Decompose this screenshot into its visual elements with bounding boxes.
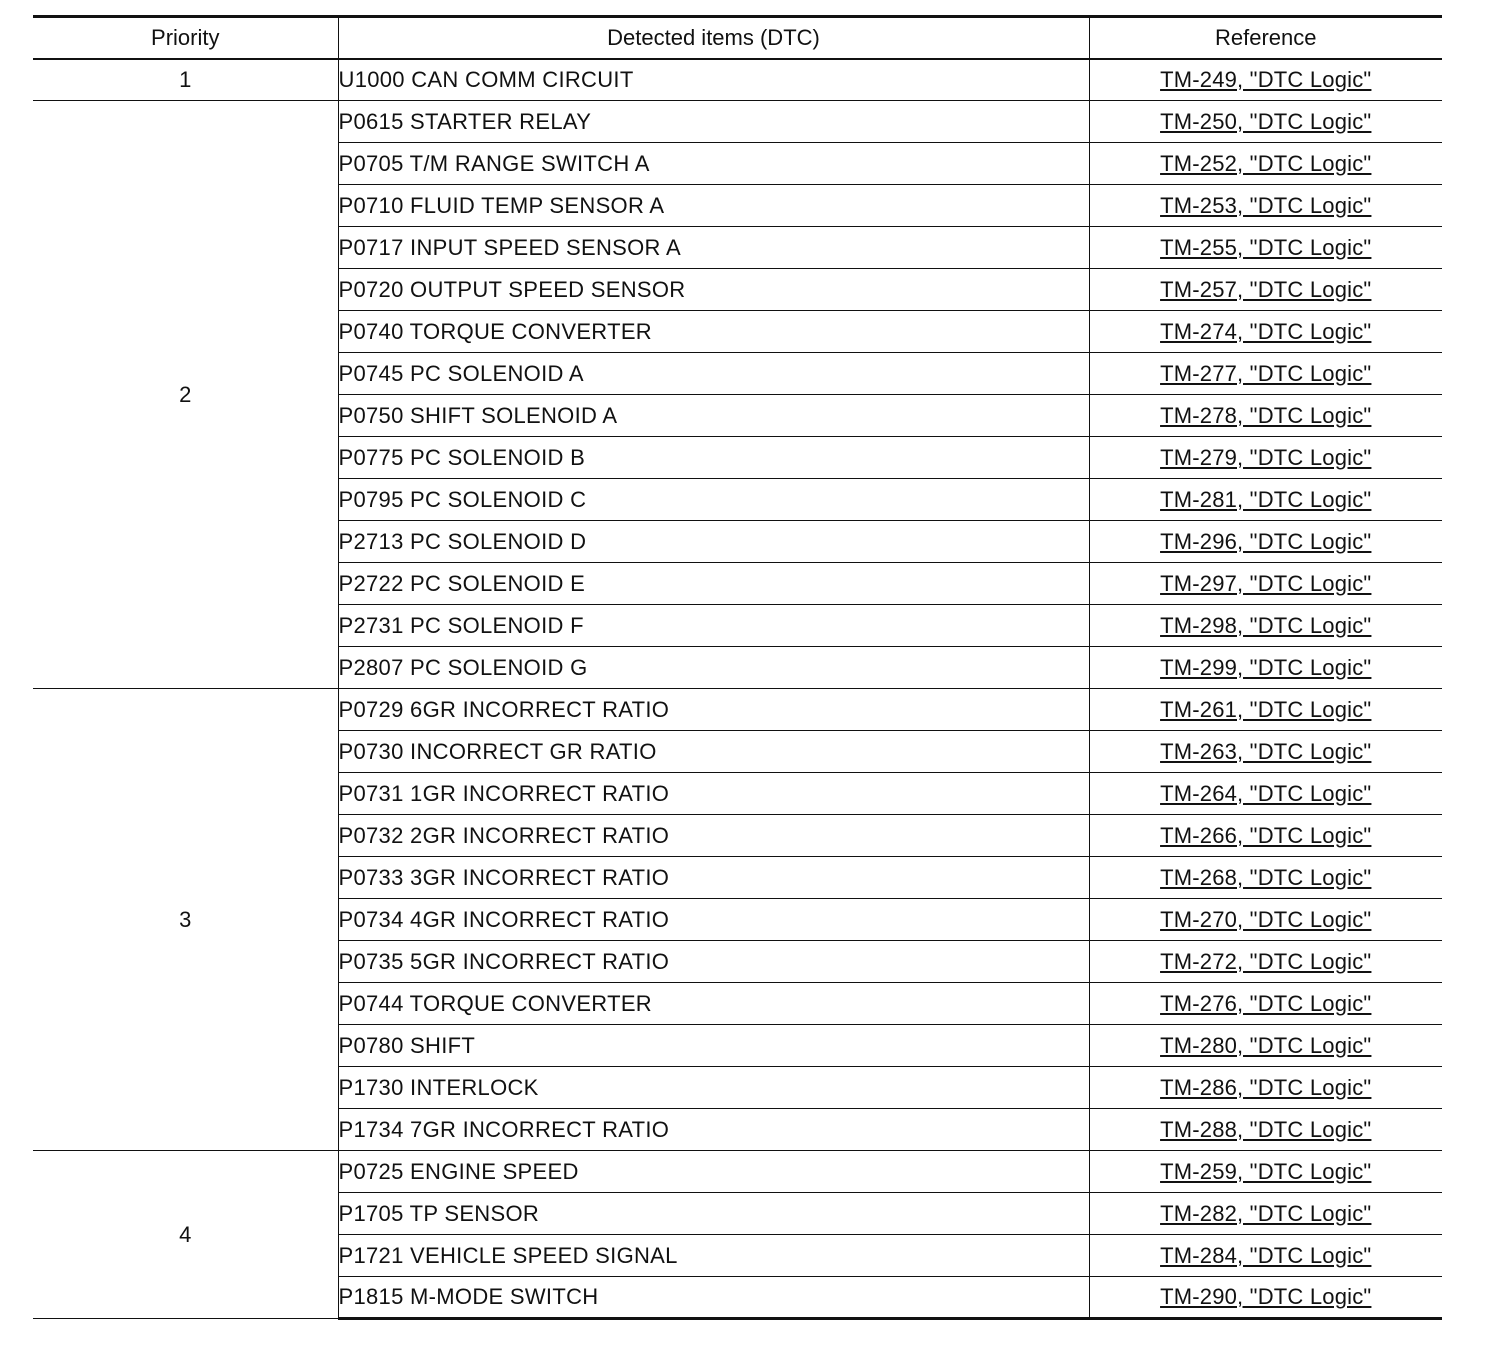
reference-link[interactable]: TM-257, "DTC Logic": [1160, 276, 1372, 302]
dtc-item-cell: P0735 5GR INCORRECT RATIO: [338, 941, 1089, 983]
reference-cell: [1089, 521, 1442, 563]
dtc-item-cell: P0740 TORQUE CONVERTER: [338, 311, 1089, 353]
dtc-item-cell: P0729 6GR INCORRECT RATIO: [338, 689, 1089, 731]
reference-cell: [1089, 143, 1442, 185]
reference-cell: [1089, 773, 1442, 815]
reference-link[interactable]: TM-282, "DTC Logic": [1160, 1200, 1372, 1226]
dtc-item-cell: P0745 PC SOLENOID A: [338, 353, 1089, 395]
reference-link[interactable]: TM-296, "DTC Logic": [1160, 528, 1372, 554]
reference-link[interactable]: TM-250, "DTC Logic": [1160, 108, 1372, 134]
reference-cell: [1089, 689, 1442, 731]
reference-cell: [1089, 1067, 1442, 1109]
reference-cell: [1089, 185, 1442, 227]
reference-cell: [1089, 437, 1442, 479]
dtc-item-cell: P0734 4GR INCORRECT RATIO: [338, 899, 1089, 941]
reference-link[interactable]: TM-288, "DTC Logic": [1160, 1116, 1372, 1142]
reference-cell: [1089, 269, 1442, 311]
reference-cell: [1089, 1193, 1442, 1235]
reference-link[interactable]: TM-252, "DTC Logic": [1160, 150, 1372, 176]
dtc-item-cell: P2807 PC SOLENOID G: [338, 647, 1089, 689]
reference-link[interactable]: TM-263, "DTC Logic": [1160, 738, 1372, 764]
reference-cell: [1089, 1151, 1442, 1193]
reference-cell: [1089, 1109, 1442, 1151]
reference-link[interactable]: TM-272, "DTC Logic": [1160, 948, 1372, 974]
reference-cell: [1089, 1235, 1442, 1277]
reference-link[interactable]: TM-264, "DTC Logic": [1160, 780, 1372, 806]
table-row: [33, 59, 1442, 101]
dtc-item-cell: P0710 FLUID TEMP SENSOR A: [338, 185, 1089, 227]
dtc-item-cell: P2713 PC SOLENOID D: [338, 521, 1089, 563]
dtc-item-cell: P0717 INPUT SPEED SENSOR A: [338, 227, 1089, 269]
dtc-item-cell: P2731 PC SOLENOID F: [338, 605, 1089, 647]
header-priority: Priority: [33, 17, 338, 59]
reference-link[interactable]: TM-270, "DTC Logic": [1160, 906, 1372, 932]
reference-link[interactable]: TM-255, "DTC Logic": [1160, 234, 1372, 260]
reference-cell: [1089, 59, 1442, 101]
table-header-row: [33, 17, 1442, 59]
reference-link[interactable]: TM-249, "DTC Logic": [1160, 66, 1372, 92]
dtc-item-cell: P0775 PC SOLENOID B: [338, 437, 1089, 479]
reference-cell: [1089, 983, 1442, 1025]
reference-link[interactable]: TM-299, "DTC Logic": [1160, 654, 1372, 680]
reference-cell: [1089, 815, 1442, 857]
reference-link[interactable]: TM-278, "DTC Logic": [1160, 402, 1372, 428]
reference-cell: [1089, 647, 1442, 689]
reference-cell: [1089, 101, 1442, 143]
priority-cell: 2: [33, 101, 338, 689]
reference-link[interactable]: TM-266, "DTC Logic": [1160, 822, 1372, 848]
reference-link[interactable]: TM-284, "DTC Logic": [1160, 1242, 1372, 1268]
reference-cell: [1089, 1277, 1442, 1319]
dtc-item-cell: P1705 TP SENSOR: [338, 1193, 1089, 1235]
reference-link[interactable]: TM-277, "DTC Logic": [1160, 360, 1372, 386]
reference-cell: [1089, 353, 1442, 395]
reference-cell: [1089, 563, 1442, 605]
reference-link[interactable]: TM-253, "DTC Logic": [1160, 192, 1372, 218]
reference-cell: [1089, 941, 1442, 983]
header-reference: Reference: [1089, 17, 1442, 59]
reference-cell: [1089, 1025, 1442, 1067]
reference-link[interactable]: TM-279, "DTC Logic": [1160, 444, 1372, 470]
dtc-item-cell: P0705 T/M RANGE SWITCH A: [338, 143, 1089, 185]
reference-cell: [1089, 395, 1442, 437]
reference-cell: [1089, 311, 1442, 353]
dtc-item-cell: P0732 2GR INCORRECT RATIO: [338, 815, 1089, 857]
reference-link[interactable]: TM-297, "DTC Logic": [1160, 570, 1372, 596]
dtc-item-cell: P0795 PC SOLENOID C: [338, 479, 1089, 521]
dtc-item-cell: P2722 PC SOLENOID E: [338, 563, 1089, 605]
reference-link[interactable]: TM-281, "DTC Logic": [1160, 486, 1372, 512]
dtc-item-cell: P0731 1GR INCORRECT RATIO: [338, 773, 1089, 815]
dtc-item-cell: P0780 SHIFT: [338, 1025, 1089, 1067]
reference-cell: [1089, 227, 1442, 269]
reference-cell: [1089, 731, 1442, 773]
dtc-item-cell: P1730 INTERLOCK: [338, 1067, 1089, 1109]
reference-link[interactable]: TM-298, "DTC Logic": [1160, 612, 1372, 638]
reference-link[interactable]: TM-280, "DTC Logic": [1160, 1032, 1372, 1058]
dtc-item-cell: P1734 7GR INCORRECT RATIO: [338, 1109, 1089, 1151]
dtc-item-cell: P1815 M-MODE SWITCH: [338, 1277, 1089, 1319]
dtc-item-cell: P0725 ENGINE SPEED: [338, 1151, 1089, 1193]
dtc-item-cell: P0730 INCORRECT GR RATIO: [338, 731, 1089, 773]
table-row: [33, 1151, 1442, 1193]
table-row: [33, 689, 1442, 731]
reference-cell: [1089, 605, 1442, 647]
priority-cell: 3: [33, 689, 338, 1151]
reference-link[interactable]: TM-286, "DTC Logic": [1160, 1074, 1372, 1100]
dtc-item-cell: P1721 VEHICLE SPEED SIGNAL: [338, 1235, 1089, 1277]
table-row: [33, 101, 1442, 143]
dtc-item-cell: P0733 3GR INCORRECT RATIO: [338, 857, 1089, 899]
reference-link[interactable]: TM-290, "DTC Logic": [1160, 1284, 1372, 1309]
priority-cell: 4: [33, 1151, 338, 1319]
dtc-item-cell: P0720 OUTPUT SPEED SENSOR: [338, 269, 1089, 311]
dtc-priority-table: [33, 15, 1442, 1320]
reference-cell: [1089, 479, 1442, 521]
table-body: [33, 59, 1442, 1319]
priority-cell: 1: [33, 59, 338, 101]
reference-cell: [1089, 857, 1442, 899]
dtc-item-cell: P0744 TORQUE CONVERTER: [338, 983, 1089, 1025]
dtc-item-cell: U1000 CAN COMM CIRCUIT: [338, 59, 1089, 101]
reference-cell: [1089, 899, 1442, 941]
reference-link[interactable]: TM-259, "DTC Logic": [1160, 1158, 1372, 1184]
dtc-item-cell: P0615 STARTER RELAY: [338, 101, 1089, 143]
dtc-item-cell: P0750 SHIFT SOLENOID A: [338, 395, 1089, 437]
reference-link[interactable]: TM-276, "DTC Logic": [1160, 990, 1372, 1016]
reference-link[interactable]: TM-274, "DTC Logic": [1160, 318, 1372, 344]
header-detected-items: Detected items (DTC): [338, 17, 1089, 59]
reference-link[interactable]: TM-268, "DTC Logic": [1160, 864, 1372, 890]
reference-link[interactable]: TM-261, "DTC Logic": [1160, 696, 1372, 722]
